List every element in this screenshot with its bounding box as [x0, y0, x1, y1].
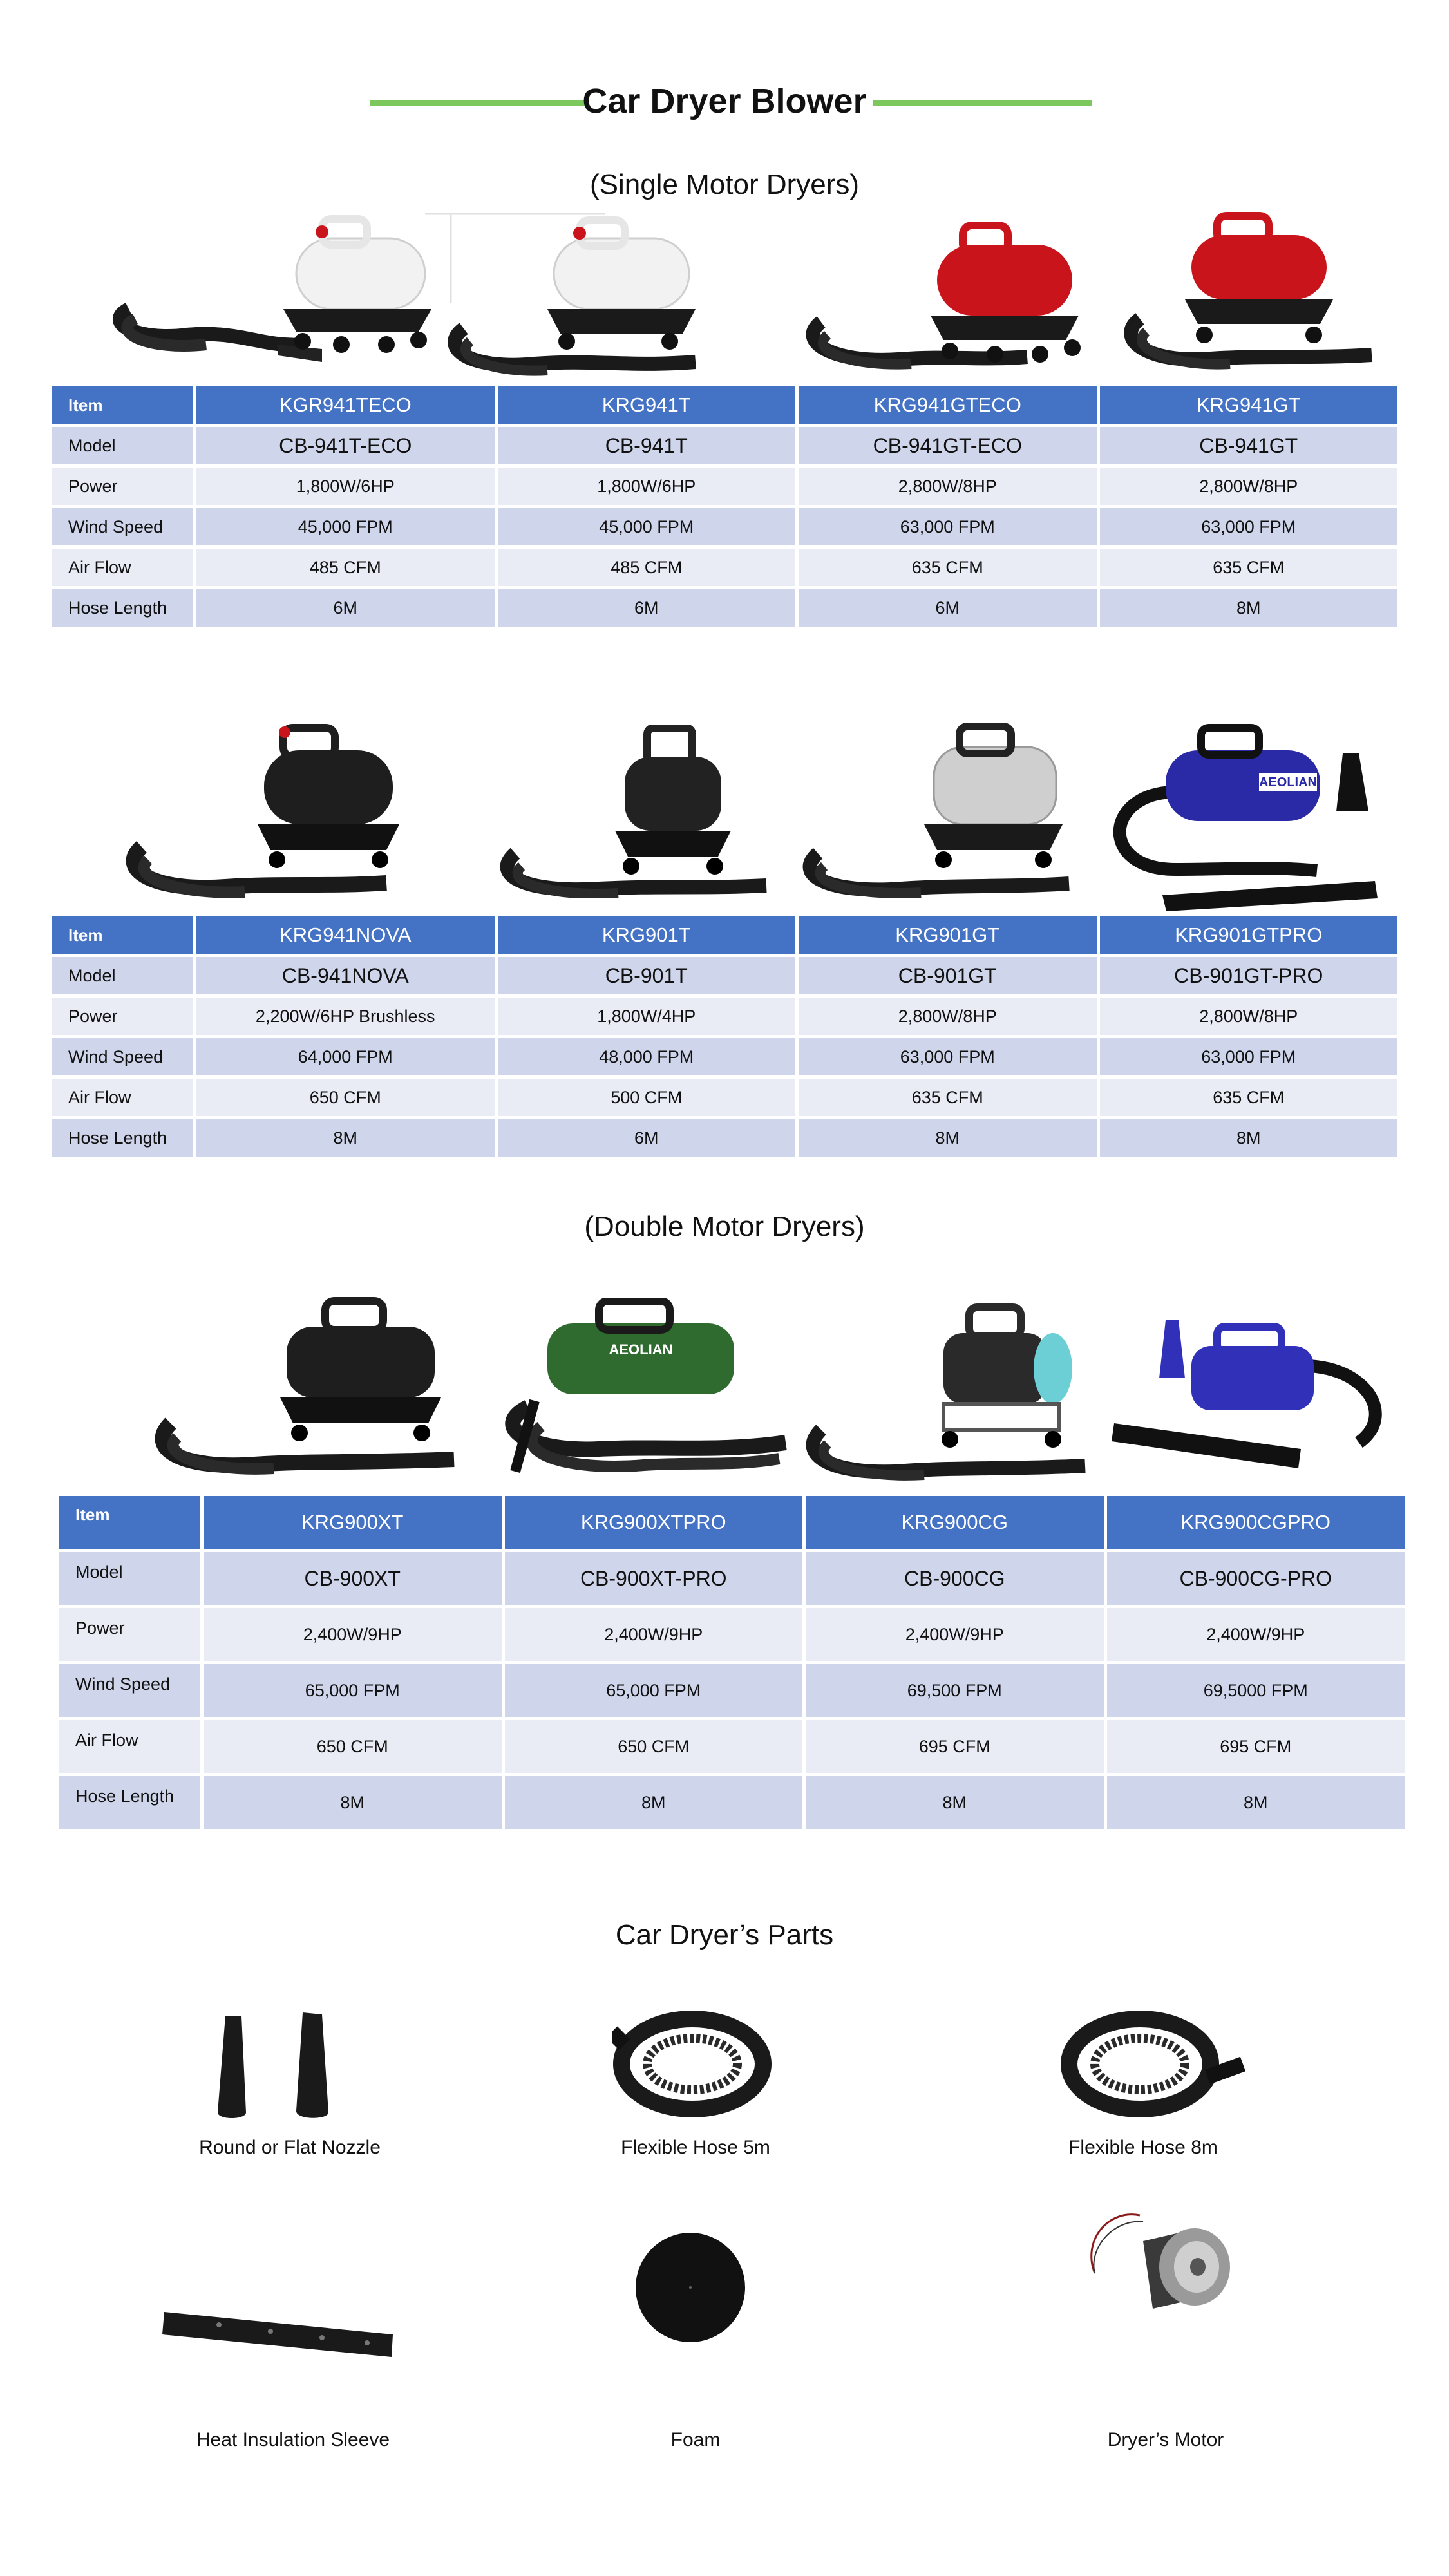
cell-hose-length: 8M	[799, 1119, 1097, 1157]
spec-table-single-1	[48, 383, 1401, 630]
hose-icon	[1050, 2006, 1249, 2122]
blue-dryer-icon	[1108, 1307, 1397, 1481]
cell-air-flow: 635 CFM	[799, 549, 1097, 586]
table-row-power	[52, 998, 1397, 1035]
white-dryer-icon	[109, 213, 444, 374]
cell-hose-length: 6M	[799, 589, 1097, 627]
cell-wind-speed: 45,000 FPM	[498, 508, 796, 545]
cell-wind-speed: 64,000 FPM	[196, 1038, 495, 1075]
blue-dryer-icon	[1104, 721, 1394, 914]
cell-wind-speed: 69,5000 FPM	[1107, 1664, 1405, 1717]
section-title-double: (Double Motor Dryers)	[584, 1211, 865, 1242]
foam-icon	[634, 2231, 747, 2344]
part-label-foam: Foam	[670, 2429, 721, 2450]
cell-power: 2,400W/9HP	[1107, 1608, 1405, 1661]
row-label: Model	[59, 1552, 200, 1605]
row-label: Hose Length	[59, 1776, 200, 1829]
cell-air-flow: 635 CFM	[1100, 549, 1398, 586]
cell-item: KRG901GTPRO	[1100, 916, 1398, 954]
motor-icon	[1082, 2202, 1243, 2325]
cell-model: CB-941GT	[1100, 427, 1398, 464]
table-row-hose-length	[59, 1776, 1405, 1829]
product-image-kgr941teco	[109, 213, 444, 374]
row-label: Model	[52, 957, 193, 994]
cell-air-flow: 695 CFM	[1107, 1720, 1405, 1773]
row-label: Air Flow	[59, 1720, 200, 1773]
cell-item: KRG901GT	[799, 916, 1097, 954]
product-image-krg941t	[425, 213, 728, 380]
cell-item: KRG901T	[498, 916, 796, 954]
cell-power: 2,400W/9HP	[505, 1608, 803, 1661]
cell-wind-speed: 63,000 FPM	[1100, 508, 1398, 545]
cell-air-flow: 695 CFM	[806, 1720, 1104, 1773]
row-label: Hose Length	[52, 589, 193, 627]
spec-table-single-2	[48, 913, 1401, 1160]
cell-model: CB-900CG-PRO	[1107, 1552, 1405, 1605]
table-row-item	[52, 916, 1397, 954]
part-label-sleeve: Heat Insulation Sleeve	[196, 2429, 390, 2450]
cell-hose-length: 8M	[806, 1776, 1104, 1829]
cell-wind-speed: 63,000 FPM	[799, 1038, 1097, 1075]
red-dryer-icon	[795, 219, 1098, 380]
cell-power: 1,800W/6HP	[498, 468, 796, 505]
row-label: Model	[52, 427, 193, 464]
cell-wind-speed: 63,000 FPM	[799, 508, 1097, 545]
row-label: Wind Speed	[59, 1664, 200, 1717]
row-label: Item	[52, 386, 193, 424]
hose-icon	[612, 2006, 779, 2122]
black-teal-dryer-icon	[795, 1301, 1098, 1481]
row-label: Wind Speed	[52, 508, 193, 545]
table-row-power	[52, 468, 1397, 505]
black-dryer-icon	[489, 724, 779, 898]
cell-hose-length: 6M	[498, 589, 796, 627]
cell-hose-length: 8M	[1100, 1119, 1398, 1157]
product-image-krg900xtpro	[489, 1298, 792, 1481]
red-dryer-icon	[1108, 209, 1391, 377]
table-row-model	[52, 427, 1397, 464]
product-image-krg901t	[489, 724, 779, 898]
cell-hose-length: 8M	[1100, 589, 1398, 627]
product-image-krg900xt	[145, 1294, 467, 1475]
cell-item: KRG941GTECO	[799, 386, 1097, 424]
table-row-hose-length	[52, 1119, 1397, 1157]
cell-model: CB-900XT	[204, 1552, 502, 1605]
row-label: Item	[59, 1496, 200, 1549]
table-row-model	[52, 957, 1397, 994]
spec-table-double	[55, 1493, 1408, 1832]
part-label-motor: Dryer’s Motor	[1107, 2429, 1224, 2450]
product-image-krg900cg	[795, 1301, 1098, 1481]
cell-hose-length: 8M	[196, 1119, 495, 1157]
green-dryer-icon	[489, 1298, 792, 1481]
cell-model: CB-941T	[498, 427, 796, 464]
cell-wind-speed: 65,000 FPM	[505, 1664, 803, 1717]
cell-air-flow: 650 CFM	[196, 1079, 495, 1116]
table-row-power	[59, 1608, 1405, 1661]
part-label-nozzle: Round or Flat Nozzle	[199, 2137, 381, 2158]
table-row-air-flow	[52, 1079, 1397, 1116]
cell-air-flow: 500 CFM	[498, 1079, 796, 1116]
cell-hose-length: 6M	[498, 1119, 796, 1157]
cell-air-flow: 485 CFM	[498, 549, 796, 586]
cell-model: CB-901GT-PRO	[1100, 957, 1398, 994]
section-title-single: (Single Motor Dryers)	[589, 169, 860, 200]
table-row-item	[52, 386, 1397, 424]
cell-air-flow: 635 CFM	[799, 1079, 1097, 1116]
cell-item: KGR941TECO	[196, 386, 495, 424]
cell-model: CB-900CG	[806, 1552, 1104, 1605]
cell-power: 1,800W/6HP	[196, 468, 495, 505]
table-row-wind-speed	[52, 1038, 1397, 1075]
cell-hose-length: 8M	[1107, 1776, 1405, 1829]
cell-model: CB-900XT-PRO	[505, 1552, 803, 1605]
cell-model: CB-901GT	[799, 957, 1097, 994]
white-dryer-icon	[425, 213, 728, 380]
cell-air-flow: 650 CFM	[505, 1720, 803, 1773]
table-row-air-flow	[52, 549, 1397, 586]
cell-wind-speed: 69,500 FPM	[806, 1664, 1104, 1717]
cell-hose-length: 8M	[505, 1776, 803, 1829]
table-row-item	[59, 1496, 1405, 1549]
cell-item: KRG900XTPRO	[505, 1496, 803, 1549]
cell-power: 2,800W/8HP	[799, 468, 1097, 505]
row-label: Power	[52, 998, 193, 1035]
svg-text:AEOLIAN: AEOLIAN	[609, 1341, 673, 1358]
cell-air-flow: 635 CFM	[1100, 1079, 1398, 1116]
cell-power: 2,800W/8HP	[1100, 998, 1398, 1035]
black-dryer-icon	[116, 718, 438, 898]
cell-power: 2,200W/6HP Brushless	[196, 998, 495, 1035]
cell-model: CB-941GT-ECO	[799, 427, 1097, 464]
cell-power: 2,800W/8HP	[1100, 468, 1398, 505]
cell-power: 2,400W/9HP	[204, 1608, 502, 1661]
part-label-hose-8m: Flexible Hose 8m	[1068, 2137, 1218, 2158]
product-image-krg941nova	[116, 718, 438, 898]
row-label: Air Flow	[52, 1079, 193, 1116]
cell-item: KRG941NOVA	[196, 916, 495, 954]
cell-hose-length: 6M	[196, 589, 495, 627]
table-row-hose-length	[52, 589, 1397, 627]
product-image-krg900cgpro	[1108, 1307, 1397, 1481]
cell-power: 2,800W/8HP	[799, 998, 1097, 1035]
cell-model: CB-941T-ECO	[196, 427, 495, 464]
cell-wind-speed: 45,000 FPM	[196, 508, 495, 545]
table-row-wind-speed	[52, 508, 1397, 545]
cell-model: CB-901T	[498, 957, 796, 994]
page-header	[0, 76, 1449, 128]
product-image-krg941gteco	[795, 219, 1098, 380]
silver-dryer-icon	[792, 721, 1095, 898]
cell-model: CB-941NOVA	[196, 957, 495, 994]
product-image-krg901gtpro	[1104, 721, 1394, 914]
cell-power: 2,400W/9HP	[806, 1608, 1104, 1661]
cell-wind-speed: 63,000 FPM	[1100, 1038, 1398, 1075]
row-label: Power	[59, 1608, 200, 1661]
table-row-air-flow	[59, 1720, 1405, 1773]
product-image-krg901gt	[792, 721, 1095, 898]
section-title-parts: Car Dryer’s Parts	[615, 1919, 834, 1951]
row-label: Power	[52, 468, 193, 505]
page-title: Car Dryer Blower	[582, 82, 867, 120]
cell-item: KRG941GT	[1100, 386, 1398, 424]
sleeve-icon	[161, 2299, 399, 2370]
cell-item: KRG900CG	[806, 1496, 1104, 1549]
cell-wind-speed: 48,000 FPM	[498, 1038, 796, 1075]
cell-air-flow: 485 CFM	[196, 549, 495, 586]
row-label: Air Flow	[52, 549, 193, 586]
cell-item: KRG941T	[498, 386, 796, 424]
row-label: Hose Length	[52, 1119, 193, 1157]
cell-item: KRG900CGPRO	[1107, 1496, 1405, 1549]
cell-air-flow: 650 CFM	[204, 1720, 502, 1773]
black-dryer-icon	[145, 1294, 467, 1475]
cell-power: 1,800W/4HP	[498, 998, 796, 1035]
table-row-wind-speed	[59, 1664, 1405, 1717]
part-label-hose-5m: Flexible Hose 5m	[621, 2137, 770, 2158]
product-image-krg941gt	[1108, 209, 1391, 377]
svg-text:AEOLIAN: AEOLIAN	[1259, 775, 1317, 790]
row-label: Wind Speed	[52, 1038, 193, 1075]
cell-wind-speed: 65,000 FPM	[204, 1664, 502, 1717]
cell-item: KRG900XT	[204, 1496, 502, 1549]
nozzle-icon	[206, 2009, 348, 2125]
row-label: Item	[52, 916, 193, 954]
cell-hose-length: 8M	[204, 1776, 502, 1829]
table-row-model	[59, 1552, 1405, 1605]
